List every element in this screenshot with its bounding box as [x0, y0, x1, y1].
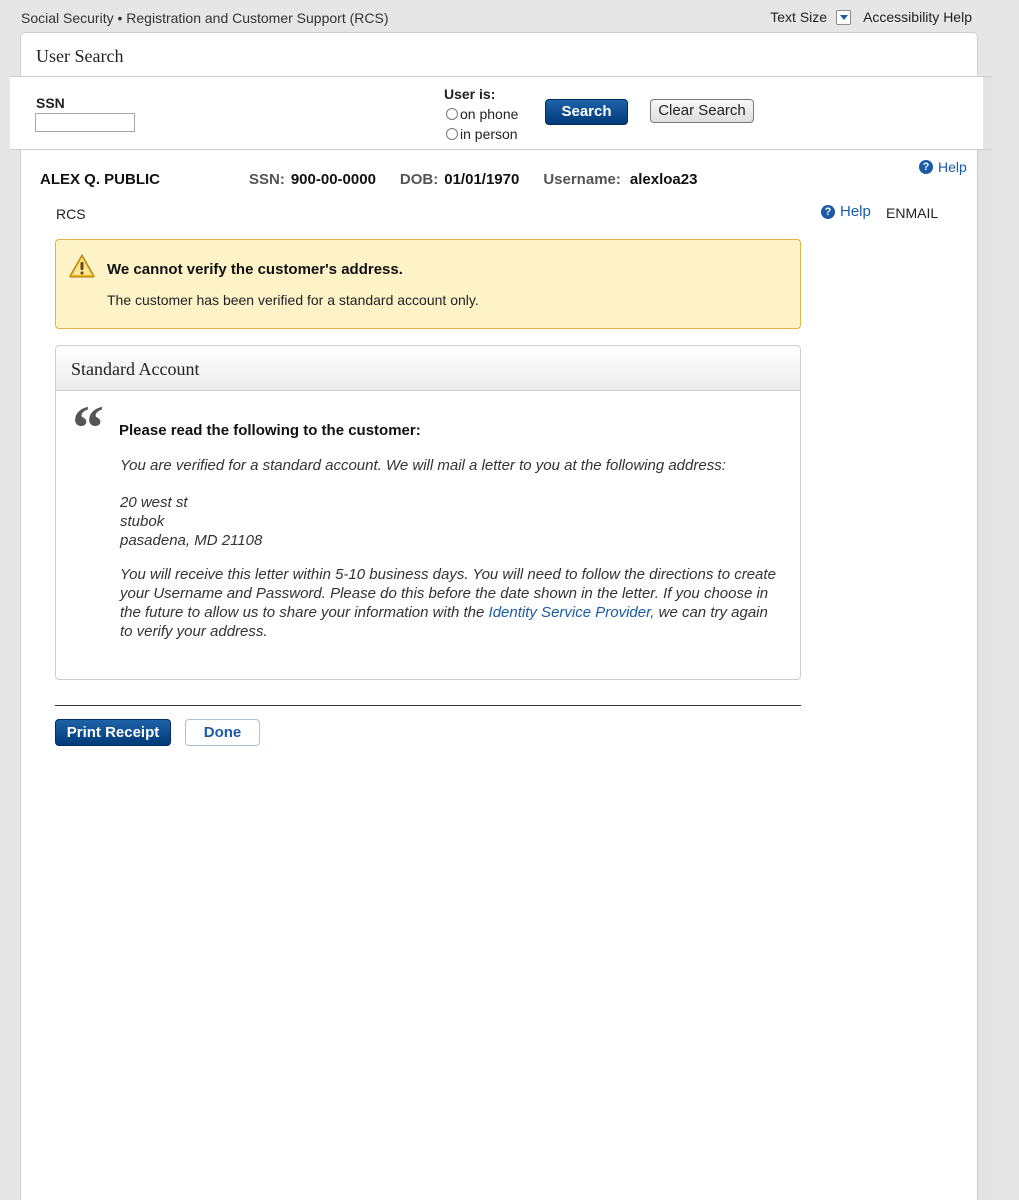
top-bar	[0, 0, 1019, 32]
script-body-text: You will receive this letter within 5-10 business days. You will need to follow the directions to create your Username and Password. Please do this before the date shown in the letter. If you choose in the future to allow us to share your information with the	[120, 566, 776, 621]
alert-title: We cannot verify the customer's address.	[107, 261, 403, 278]
customer-info-row	[40, 171, 697, 188]
accessibility-help-link[interactable]: Accessibility Help	[863, 9, 972, 25]
section-help-link[interactable]	[821, 203, 871, 220]
script-intro: You are verified for a standard account. We will mail a letter to you at the following address:	[120, 457, 726, 474]
chevron-down-icon[interactable]	[836, 10, 851, 25]
user-search-tab	[20, 32, 978, 78]
ssn-input[interactable]	[35, 113, 135, 132]
rcs-label: RCS	[56, 206, 86, 222]
alert-text: The customer has been verified for a standard account only.	[107, 292, 479, 308]
radio-in-person-label: in person	[460, 126, 518, 142]
section-help-label: Help	[840, 203, 871, 220]
customer-name: ALEX Q. PUBLIC	[40, 171, 161, 188]
script-body-end: we can try again to verify your address.	[120, 604, 768, 640]
customer-help-link[interactable]	[919, 159, 967, 175]
right-gutter	[978, 150, 992, 1200]
text-size-label[interactable]: Text Size	[770, 9, 828, 25]
identity-service-provider-link[interactable]: Identity Service Provider,	[488, 604, 655, 621]
read-to-customer-heading: Please read the following to the customer:	[119, 422, 421, 439]
script-body	[120, 565, 780, 641]
user-search-title: User Search	[36, 46, 124, 66]
question-circle-icon: ?	[919, 160, 933, 174]
ssn-field-label: SSN:	[249, 171, 285, 188]
warning-triangle-icon	[69, 254, 95, 278]
app-title: Social Security • Registration and Customer Support (RCS)	[21, 10, 389, 26]
radio-icon[interactable]	[446, 128, 458, 140]
dob-field-label: DOB:	[399, 171, 439, 188]
standard-account-panel	[55, 345, 801, 680]
radio-in-person[interactable]	[446, 126, 518, 142]
clear-search-button[interactable]: Clear Search	[650, 99, 754, 123]
user-is-label: User is:	[444, 86, 496, 102]
quote-icon: “	[72, 392, 104, 463]
panel-title: Standard Account	[71, 359, 200, 379]
search-button[interactable]: Search	[545, 99, 628, 125]
question-circle-icon: ?	[821, 205, 835, 219]
customer-help-label: Help	[938, 159, 967, 175]
screen-code: ENMAIL	[886, 205, 939, 221]
customer-ssn: 900-00-0000	[290, 171, 376, 188]
customer-username: alexloa23	[629, 171, 698, 188]
user-search-panel	[10, 76, 992, 150]
ssn-label: SSN	[36, 95, 65, 111]
main-content	[20, 150, 978, 1200]
radio-icon[interactable]	[446, 108, 458, 120]
print-receipt-button[interactable]: Print Receipt	[55, 719, 171, 746]
radio-on-phone[interactable]	[446, 106, 518, 122]
customer-dob: 01/01/1970	[444, 171, 520, 188]
address-line-3: pasadena, MD 21108	[120, 532, 263, 549]
top-right-links	[770, 9, 972, 25]
address-warning-alert	[55, 239, 801, 329]
mailing-address	[120, 493, 780, 550]
username-field-label: Username:	[543, 171, 621, 188]
divider	[55, 705, 801, 706]
done-button[interactable]: Done	[185, 719, 260, 746]
address-line-1: 20 west st	[120, 494, 188, 511]
radio-on-phone-label: on phone	[460, 106, 519, 122]
address-line-2: stubok	[120, 513, 165, 530]
